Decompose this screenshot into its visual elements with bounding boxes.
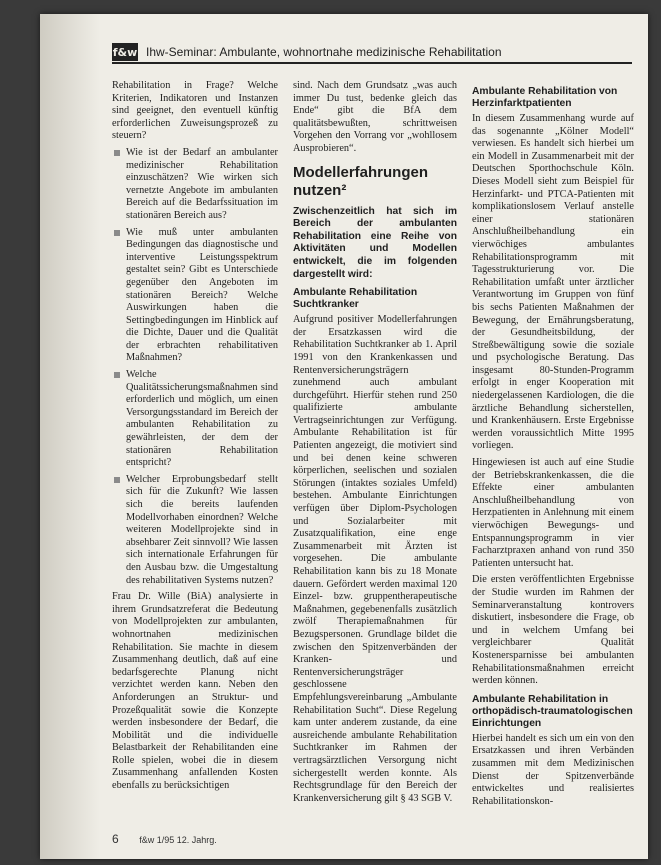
running-header bbox=[112, 42, 632, 64]
subheading: Ambulante Rehabilitation in orthopädisch-traumatologischen Einrichtungen bbox=[472, 693, 633, 729]
intro-paragraph: Rehabilitation in Frage? Welche Kriterien, Indikatoren und Instanzen sind geeignet, den eventuell künftig erforderlichen Zuweisungsprozeß zu steuern? bbox=[112, 80, 278, 142]
body-paragraph: Hingewiesen ist auch auf eine Studie der Betriebskrankenkassen, die die Effekte einer ambulanten Anschlußheilbehandlung von Herzpatienten in Anlehnung mit einem vierwöchigen Bewegungs- und Entspannungsprogramm in vier Facharztpraxen anhand von rund 350 Patienten untersucht hat. bbox=[472, 457, 634, 569]
running-header-title: Ihw-Seminar: Ambulante, wohnortnahe medizinische Rehabilitation bbox=[146, 45, 502, 59]
bullet-item: Welcher Erprobungsbedarf stellt sich für die Zukunft? Wie lassen sich die bereits laufenden Modellvorhaben einordnen? Welche weiteren Modellprojekte sind in absehbarer Zeit sinnvoll? Wie lassen sich internationale Erfahrungen für den Ausbau bzw. die Umgestaltung des rehabilitativen Systems nutzen? bbox=[112, 474, 278, 587]
page-footer bbox=[112, 832, 217, 846]
subheading: Ambulante Rehabilitation Suchtkranker bbox=[293, 287, 418, 311]
issue-info: f&w 1/95 12. Jahrg. bbox=[139, 835, 217, 845]
bullet-item: Wie ist der Bedarf an ambulanter medizinischer Rehabilitation einzuschätzen? Wie wirken sich vernetzte Angebote im ambulanten Bereich auf die Bedarfssituation im stationären Bereich aus? bbox=[112, 147, 278, 223]
continuation-paragraph: sind. Nach dem Grundsatz „was auch immer Du tust, bedenke gleich das Ende“ gibt die BfA dem qualitätsbewußten, schrittweisen Vorgehen den Vorrang vor „wohllosem Ausprobieren“. bbox=[293, 80, 457, 154]
page-number: 6 bbox=[112, 832, 119, 846]
column-right bbox=[472, 80, 634, 812]
lead-paragraph: Zwischenzeitlich hat sich im Bereich der ambulanten Rehabilitation eine Reihe von Aktivitäten und Modellen entwickelt, die im folgenden dargestellt wird: bbox=[293, 205, 457, 280]
body-paragraph: Hierbei handelt es sich um ein von den Ersatzkassen und ihren Verbänden zusammen mit dem Medizinischen Dienst der Spitzenverbände entwickeltes und realisiertes Rehabilitationskon- bbox=[472, 732, 634, 807]
bullet-item: Wie muß unter ambulanten Bedingungen das diagnostische und interventive Leistungsspektrum gestaltet sein? Gibt es Unterschiede gegenüber den Angeboten im stationären Bereich? Welche Auswirkungen haben die Settingbedingungen im Hinblick auf die Dichte, Dauer und die Qualität der erbrachten rehabilitativen Maßnahmen? bbox=[112, 227, 278, 366]
column-left bbox=[112, 80, 278, 797]
page-gutter-shadow bbox=[40, 14, 100, 859]
subheading: Ambulante Rehabilitation von Herzinfarktpatienten bbox=[472, 86, 618, 109]
body-paragraph: Die ersten veröffentlichten Ergebnisse der Studie wurden im Rahmen der Seminarveranstaltung kontrovers diskutiert, insbesondere die Frage, ob und in welchem Umfang bei vergleichbarer Qualität Kostenersparnisse bei ambulanten Rehabilitationsmaßnahmen erreicht werden können. bbox=[472, 574, 634, 687]
body-paragraph: In diesem Zusammenhang wurde auf das sogenannte „Kölner Modell“ verwiesen. Es handelt sich hierbei um ein Modell in Zusammenarbeit mit der Deutschen Sporthochschule Köln. Dieses Modell sieht zum Beispiel für Herzinfarkt- und PTCA-Patienten mit komplikationslosem Verlauf anstelle einer stationären Anschlußheilbehandlung ein vierwöchiges ambulantes Rehabilitationsprogramm mit Tagesstrukturierung vor. Die Rehabilitation umfaßt unter ärztlicher Verantwortung im Gruppen von fünf bis sechs Patienten Maßnahmen der Bewegung, der Ernährungsberatung, der Gesundheitsbildung, der Streßbewältigung sowie die soziale und psychologische Beratung. Das insgesamt 80-Stunden-Programm erfolgt in enger Kooperation mit niedergelassenen Kardiologen, die die ärztliche Behandlung sicherstellen, und Krankenhäusern. Erste Ergebnisse werden voraussichtlich Mitte 1995 vorliegen. bbox=[472, 113, 634, 452]
column-middle bbox=[293, 80, 457, 809]
body-paragraph: Aufgrund positiver Modellerfahrungen der Ersatzkassen wird die Rehabilitation Suchtkranker ab 1. April 1991 von den Krankenkassen und Rentenversicherungsträgern zunehmend auch ambulant durchgeführt. Hierfür stehen rund 250 qualifizierte ambulante Vertragseinrichtungen zur Verfügung. Ambulante Rehabilitation ist für Patienten angezeigt, die motiviert sind und bei denen keine schweren körperlichen, seelischen und sozialen Störungen (intaktes soziales Umfeld) bestehen. Ambulante Einrichtungen verfügen über Diplom-Psychologen und Sozialarbeiter mit Zusatzqualifikation, eine enge Zusammenarbeit mit Ärzten ist vorgesehen. Die ambulante Rehabilitation kann bis zu 18 Monate dauern. Gefördert werden maximal 120 Einzel- bzw. gruppentherapeutische Maßnahmen, gegebenenfalls zusätzlich zwölf Therapiemaßnahmen für Bezugspersonen. Grundlage bildet die zwischen den Spitzenverbänden der Kranken- und Rentenversicherungsträger geschlossene Empfehlungsvereinbarung „Ambulante Rehabilitation Sucht“. Diese Regelung kam unter anderem zustande, da eine ausreichende ambulante Rehabilitation Suchtkranker im Rahmen der vertragsärztlichen Versorgung nicht sichergestellt werden konnte. Als Rechtsgrundlage für den Bereich der Krankenversicherung gilt § 43 SGB V. bbox=[293, 314, 457, 804]
bullet-item: Welche Qualitätssicherungsmaßnahmen sind erforderlich und möglich, um einen Versorgungsstandard im Bereich der ambulanten Rehabilitation zu gewährleisten, der dem der stationären Rehabilitation entspricht? bbox=[112, 369, 278, 470]
section-heading: Modellerfahrungen nutzen² bbox=[293, 163, 429, 199]
body-paragraph: Frau Dr. Wille (BiA) analysierte in ihrem Grundsatzreferat die Bedeutung von Modellprojekten zur ambulanten, wohnortnahen medizinischen Rehabilitation. Sie machte in diesem Zusammenhang deutlich, daß auf eine bedarfsgerechte Planung nicht verzichtet werden kann. Neben den Anforderungen an Struktur- und Prozeßqualität sowie die Konzepte werden insbesondere der Bedarf, die Mobilität und die individuelle Belastbarkeit der Rehabilitanden eine Rolle spielen, wobei die in diesem Zusammenhang anfallenden Kosten ebenfalls zu berücksichtigen bbox=[112, 591, 278, 792]
journal-logo: f&w bbox=[112, 43, 138, 61]
